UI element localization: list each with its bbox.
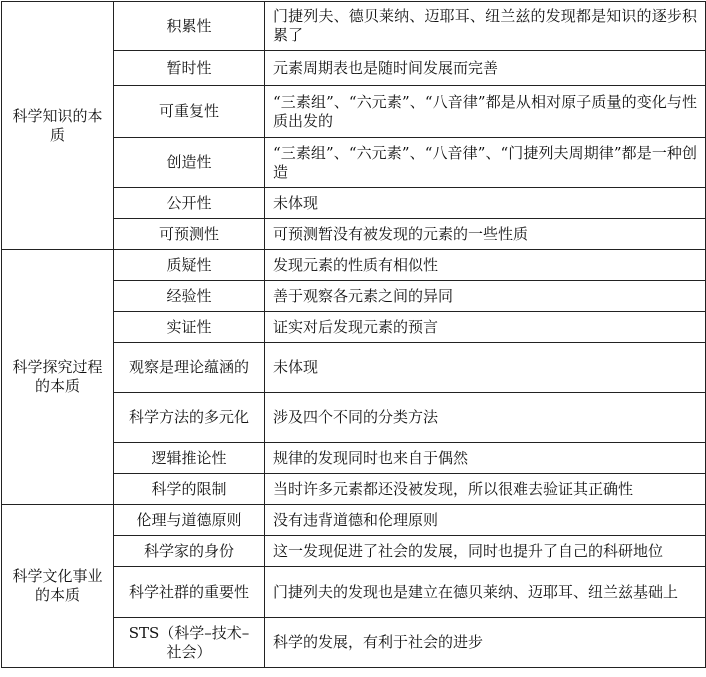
category-cell: 科学探究过程的本质 [2,250,114,505]
aspect-cell: 逻辑推论性 [114,443,265,474]
description-cell: 未体现 [265,188,706,219]
category-cell: 科学文化事业的本质 [2,505,114,668]
aspect-cell: 质疑性 [114,250,265,281]
aspect-cell: 科学社群的重要性 [114,567,265,618]
description-cell: 元素周期表也是随时间发展而完善 [265,51,706,86]
aspect-cell: 伦理与道德原则 [114,505,265,536]
description-cell: 这一发现促进了社会的发展，同时也提升了自己的科研地位 [265,536,706,567]
category-cell: 科学知识的本质 [2,2,114,250]
aspect-cell: 经验性 [114,281,265,312]
description-cell: 门捷列夫、德贝莱纳、迈耶耳、纽兰兹的发现都是知识的逐步积累了 [265,2,706,51]
table-row [2,2,706,51]
description-cell: 可预测暂没有被发现的元素的一些性质 [265,219,706,250]
aspect-cell: 创造性 [114,138,265,188]
aspect-cell: 科学家的身份 [114,536,265,567]
nature-of-science-table [1,1,706,668]
aspect-cell: STS（科学–技术–社会） [114,618,265,668]
description-cell: 涉及四个不同的分类方法 [265,393,706,443]
description-cell: 未体现 [265,343,706,393]
description-cell: 科学的发展，有利于社会的进步 [265,618,706,668]
description-cell: 当时许多元素都还没被发现，所以很难去验证其正确性 [265,474,706,505]
description-cell: “三素组”、“六元素”、“八音律”、“门捷列夫周期律”都是一种创造 [265,138,706,188]
description-cell: 证实对后发现元素的预言 [265,312,706,343]
aspect-cell: 科学方法的多元化 [114,393,265,443]
description-cell: 规律的发现同时也来自于偶然 [265,443,706,474]
description-cell: 发现元素的性质有相似性 [265,250,706,281]
aspect-cell: 可重复性 [114,86,265,138]
aspect-cell: 积累性 [114,2,265,51]
table-row [2,505,706,536]
aspect-cell: 可预测性 [114,219,265,250]
description-cell: 没有违背道德和伦理原则 [265,505,706,536]
aspect-cell: 暂时性 [114,51,265,86]
table-row [2,250,706,281]
aspect-cell: 实证性 [114,312,265,343]
aspect-cell: 公开性 [114,188,265,219]
aspect-cell: 科学的限制 [114,474,265,505]
aspect-cell: 观察是理论蕴涵的 [114,343,265,393]
description-cell: “三素组”、“六元素”、“八音律”都是从相对原子质量的变化与性质出发的 [265,86,706,138]
description-cell: 善于观察各元素之间的异同 [265,281,706,312]
description-cell: 门捷列夫的发现也是建立在德贝莱纳、迈耶耳、纽兰兹基础上 [265,567,706,618]
